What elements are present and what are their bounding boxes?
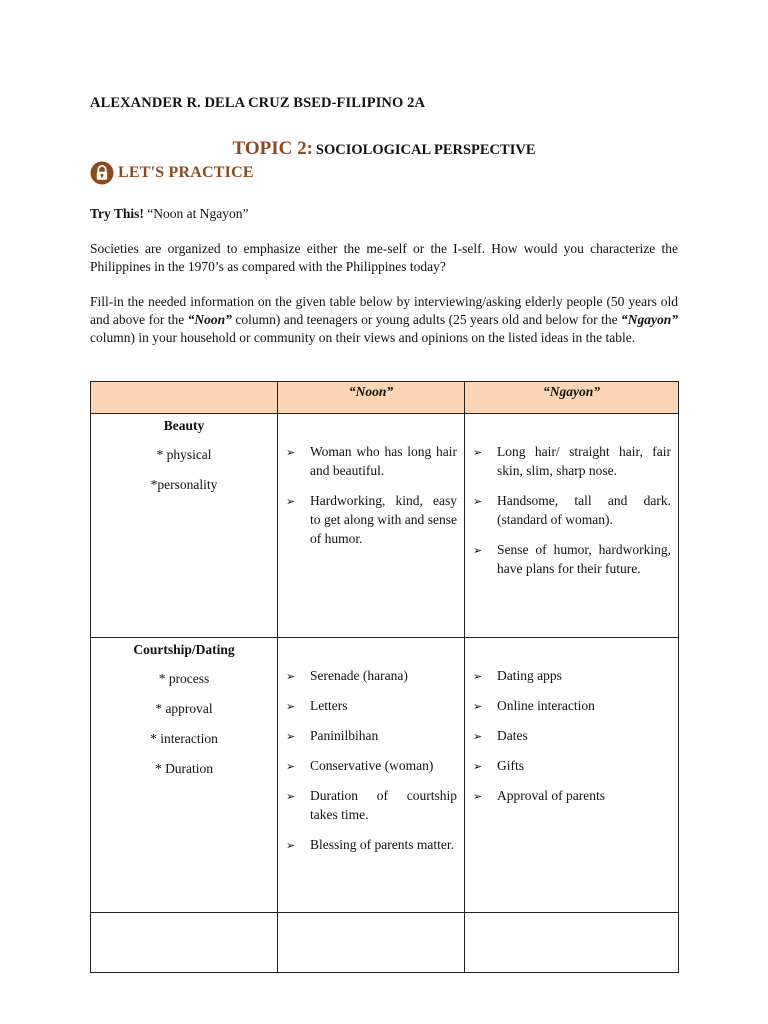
list-item: ➢ Blessing of parents matter.	[284, 835, 457, 854]
empty-cell[interactable]	[465, 913, 679, 973]
ngayon-cell	[465, 414, 679, 638]
try-label: Try This!	[90, 206, 144, 221]
table-header-row	[91, 382, 679, 414]
arrow-bullet-icon: ➢	[473, 700, 483, 713]
list-item: ➢ Serenade (harana)	[284, 666, 457, 685]
question-paragraph: Societies are organized to emphasize either the me-self or the I-self. How would you characterize the Philippines in the 1970’s as compared with the Philippines today?	[90, 241, 678, 274]
category-subitem: * approval	[155, 701, 213, 716]
instruction-paragraph	[90, 293, 678, 347]
arrow-bullet-icon: ➢	[286, 446, 296, 459]
instruction-ngayon: “Ngayon”	[621, 312, 678, 327]
category-subitem: *personality	[150, 477, 218, 492]
arrow-bullet-icon: ➢	[473, 790, 483, 803]
empty-cell[interactable]	[91, 913, 278, 973]
arrow-bullet-icon: ➢	[286, 839, 296, 852]
category-subitem: * interaction	[150, 731, 218, 746]
category-subitem: * Duration	[154, 761, 214, 776]
category-cell	[91, 414, 278, 638]
instruction-noon: “Noon”	[187, 312, 232, 327]
list-item: ➢ Online interaction	[471, 696, 671, 715]
noon-cell	[278, 638, 465, 913]
category-title: Beauty	[163, 418, 205, 433]
practice-label: LET'S PRACTICE	[118, 164, 254, 181]
arrow-bullet-icon: ➢	[286, 730, 296, 743]
practice-heading	[90, 160, 254, 186]
topic-heading	[0, 138, 768, 160]
table-row-empty	[91, 913, 679, 973]
arrow-bullet-icon: ➢	[286, 790, 296, 803]
list-item: ➢ Sense of humor, hardworking, have plans for their future.	[473, 542, 671, 576]
instruction-text-3: column) in your household or community on their views and opinions on the listed ideas in the table.	[90, 330, 636, 345]
list-item: ➢ Duration of courtship takes time.	[286, 788, 457, 822]
list-item: ➢ Conservative (woman)	[284, 756, 457, 775]
arrow-bullet-icon: ➢	[473, 730, 483, 743]
arrow-bullet-icon: ➢	[286, 670, 296, 683]
arrow-bullet-icon: ➢	[473, 544, 483, 557]
ngayon-cell	[465, 638, 679, 913]
try-title: “Noon at Ngayon”	[147, 206, 249, 221]
list-item: ➢ Hardworking, kind, easy to get along with and sense of humor.	[286, 493, 457, 546]
list-item: ➢ Paninilbihan	[284, 726, 457, 745]
list-item: ➢ Handsome, tall and dark. (standard of woman).	[473, 493, 671, 527]
category-cell	[91, 638, 278, 913]
table-row	[91, 414, 679, 638]
noon-cell	[278, 414, 465, 638]
list-item: ➢ Approval of parents	[471, 786, 671, 805]
lock-icon	[90, 161, 114, 185]
list-item: ➢ Gifts	[471, 756, 671, 775]
list-item: ➢ Dating apps	[471, 666, 671, 685]
table-row	[91, 638, 679, 913]
arrow-bullet-icon: ➢	[473, 446, 483, 459]
arrow-bullet-icon: ➢	[286, 495, 296, 508]
author-line: ALEXANDER R. DELA CRUZ BSED-FILIPINO 2A	[90, 95, 426, 111]
header-cell-noon: “Noon”	[278, 382, 465, 414]
try-this-line	[90, 205, 678, 223]
topic-label: TOPIC 2:	[232, 138, 313, 159]
topic-title: SOCIOLOGICAL PERSPECTIVE	[315, 142, 536, 158]
list-item: ➢ Letters	[284, 696, 457, 715]
category-subitem: * process	[158, 671, 210, 686]
list-item: ➢ Long hair/ straight hair, fair skin, slim, sharp nose.	[473, 444, 671, 478]
arrow-bullet-icon: ➢	[473, 760, 483, 773]
arrow-bullet-icon: ➢	[286, 760, 296, 773]
header-cell-category	[91, 382, 278, 414]
arrow-bullet-icon: ➢	[286, 700, 296, 713]
empty-cell[interactable]	[278, 913, 465, 973]
list-item: ➢ Dates	[471, 726, 671, 745]
comparison-table	[90, 381, 679, 973]
arrow-bullet-icon: ➢	[473, 670, 483, 683]
header-cell-ngayon: “Ngayon”	[465, 382, 679, 414]
instruction-text-1: Fill-in the needed information on the given table below by interviewing/asking elderly people (50 years old and above for the	[90, 294, 678, 327]
arrow-bullet-icon: ➢	[473, 495, 483, 508]
instruction-text-2: column) and teenagers or young adults (25 years old and below for the	[231, 312, 621, 327]
category-subitem: * physical	[156, 447, 212, 462]
list-item: ➢ Woman who has long hair and beautiful.	[286, 444, 457, 478]
category-title: Courtship/Dating	[133, 642, 235, 657]
